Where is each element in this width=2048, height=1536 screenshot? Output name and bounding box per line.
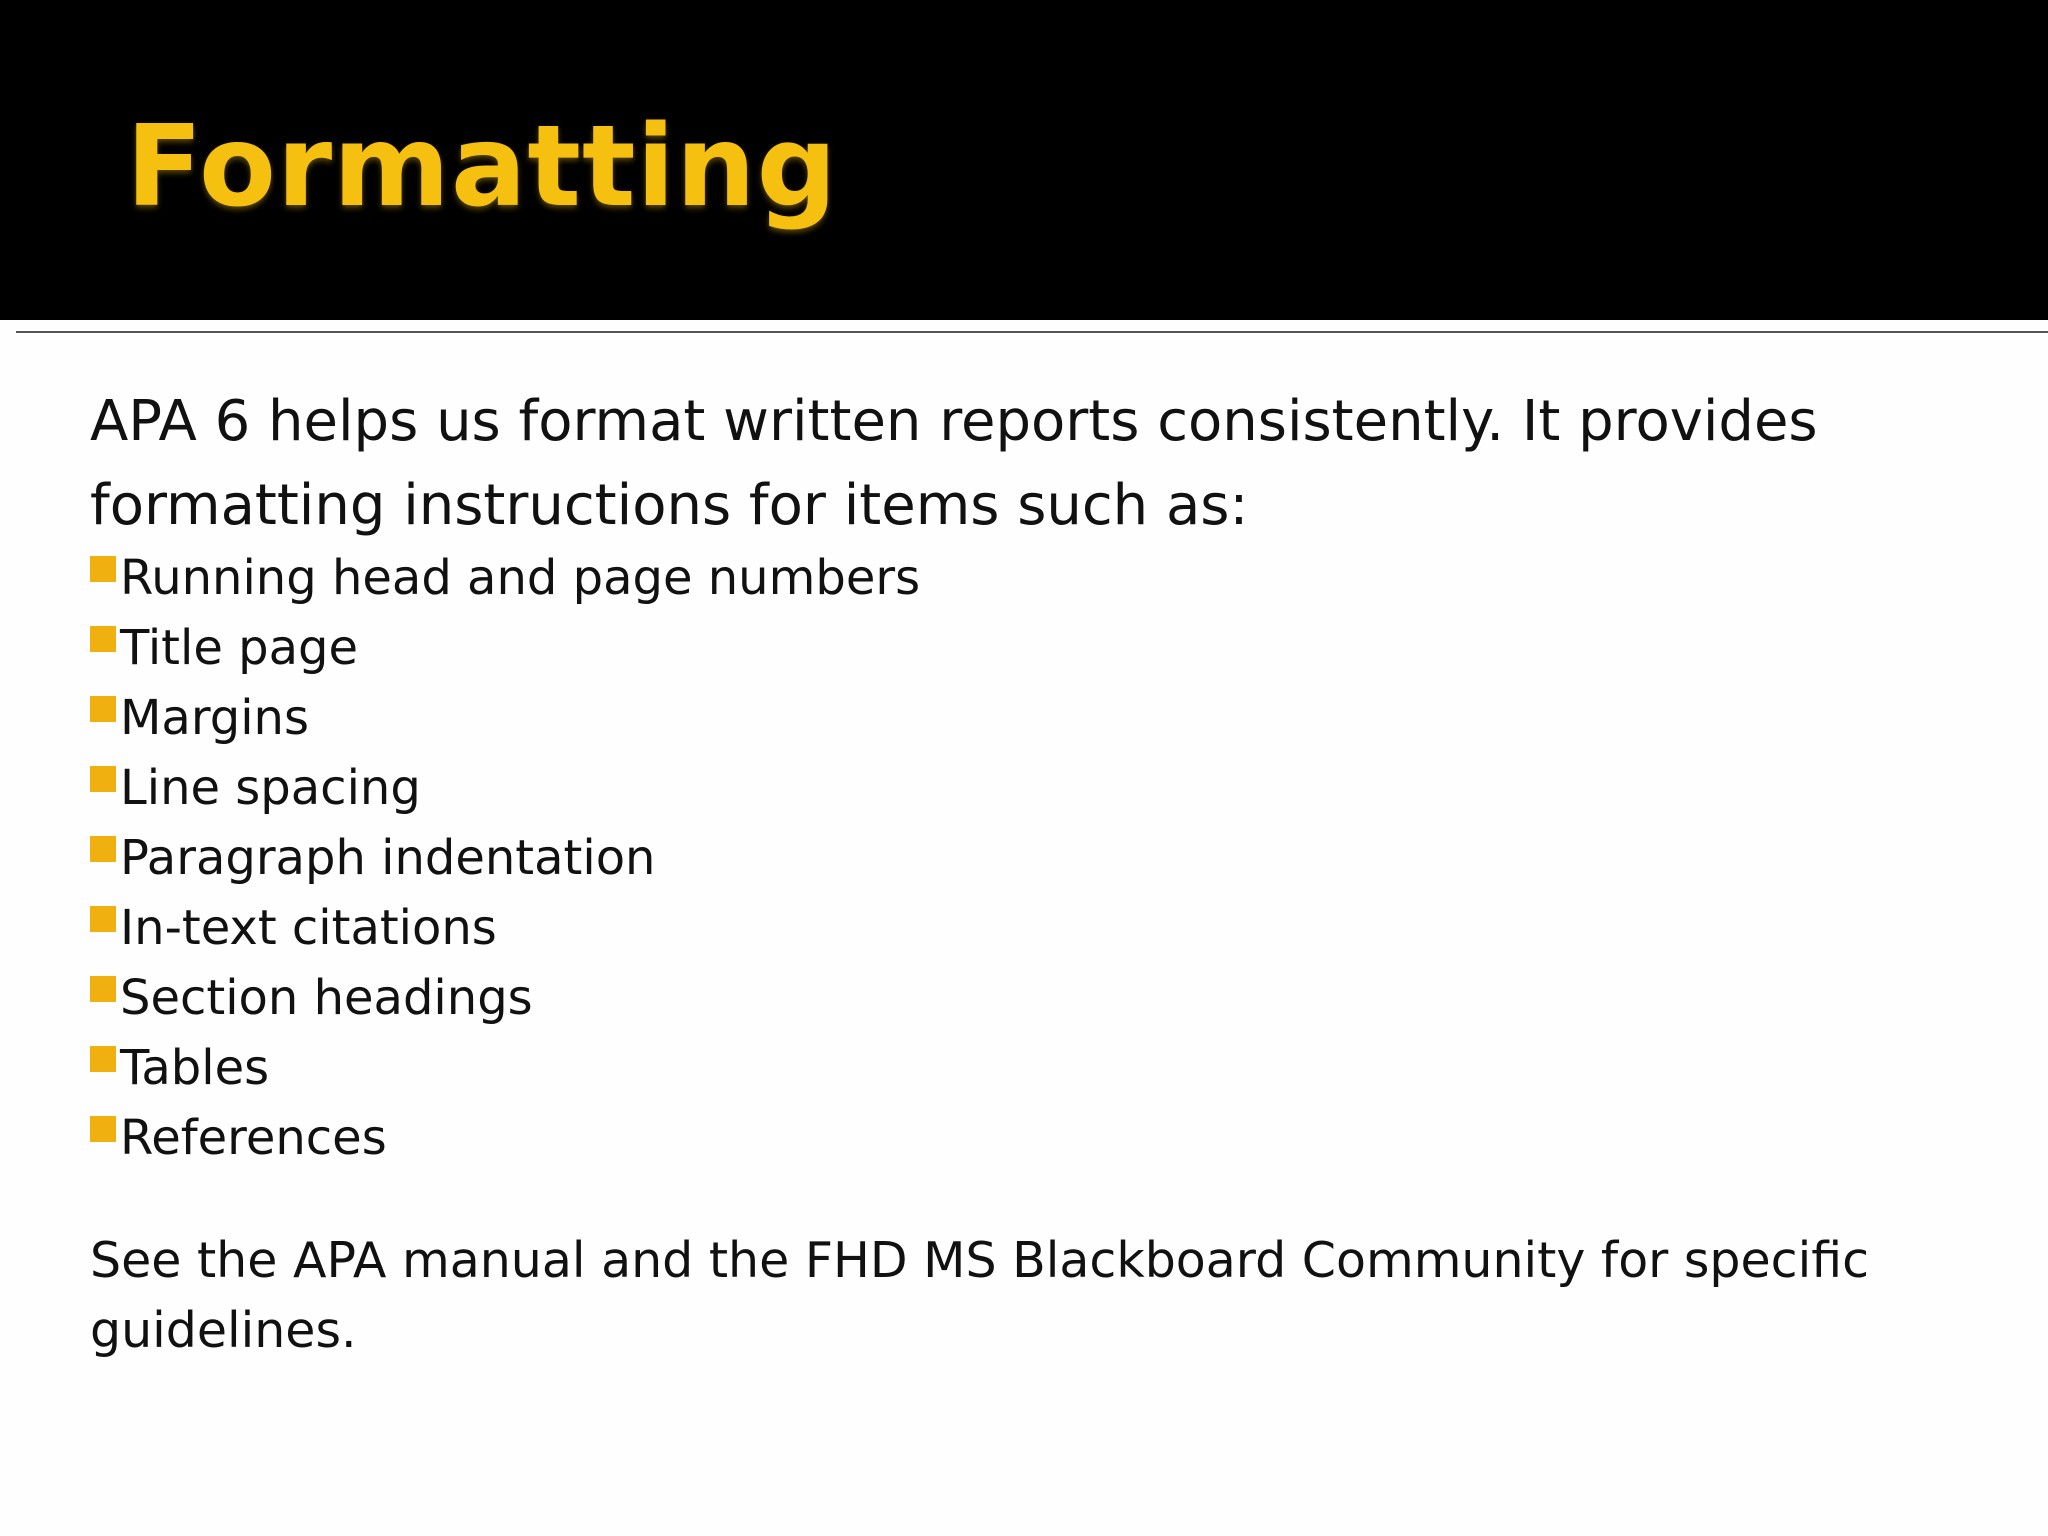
title-bar — [0, 0, 2048, 320]
square-bullet-icon — [90, 906, 116, 932]
slide-content — [90, 380, 1990, 1366]
bullet-text: In-text citations — [120, 900, 497, 956]
bullet-text: Section headings — [120, 970, 533, 1026]
list-item — [90, 758, 1990, 828]
square-bullet-icon — [90, 696, 116, 722]
list-item — [90, 618, 1990, 688]
square-bullet-icon — [90, 556, 116, 582]
square-bullet-icon — [90, 626, 116, 652]
list-item — [90, 688, 1990, 758]
list-item — [90, 898, 1990, 968]
list-item — [90, 1038, 1990, 1108]
title-divider — [16, 331, 2048, 333]
square-bullet-icon — [90, 1046, 116, 1072]
bullet-text: Tables — [120, 1040, 270, 1096]
square-bullet-icon — [90, 976, 116, 1002]
footer-note: See the APA manual and the FHD MS Blackboard Community for specific guidelines. — [90, 1232, 1870, 1359]
bullet-text: Running head and page numbers — [120, 550, 921, 606]
list-item — [90, 968, 1990, 1038]
bullet-text: Paragraph indentation — [120, 830, 656, 886]
slide-title: Formatting — [126, 102, 838, 232]
square-bullet-icon — [90, 766, 116, 792]
list-item — [90, 828, 1990, 898]
list-item — [90, 1108, 1990, 1178]
bullet-text: References — [120, 1110, 387, 1166]
bullet-text: Line spacing — [120, 760, 421, 816]
bullet-text: Title page — [120, 620, 359, 676]
bullet-text: Margins — [120, 690, 309, 746]
bullet-list — [90, 548, 1990, 1178]
list-item — [90, 548, 1990, 618]
square-bullet-icon — [90, 1116, 116, 1142]
intro-paragraph: APA 6 helps us format written reports consistently. It provides formatting instructions for items such as: — [90, 389, 1818, 538]
square-bullet-icon — [90, 836, 116, 862]
